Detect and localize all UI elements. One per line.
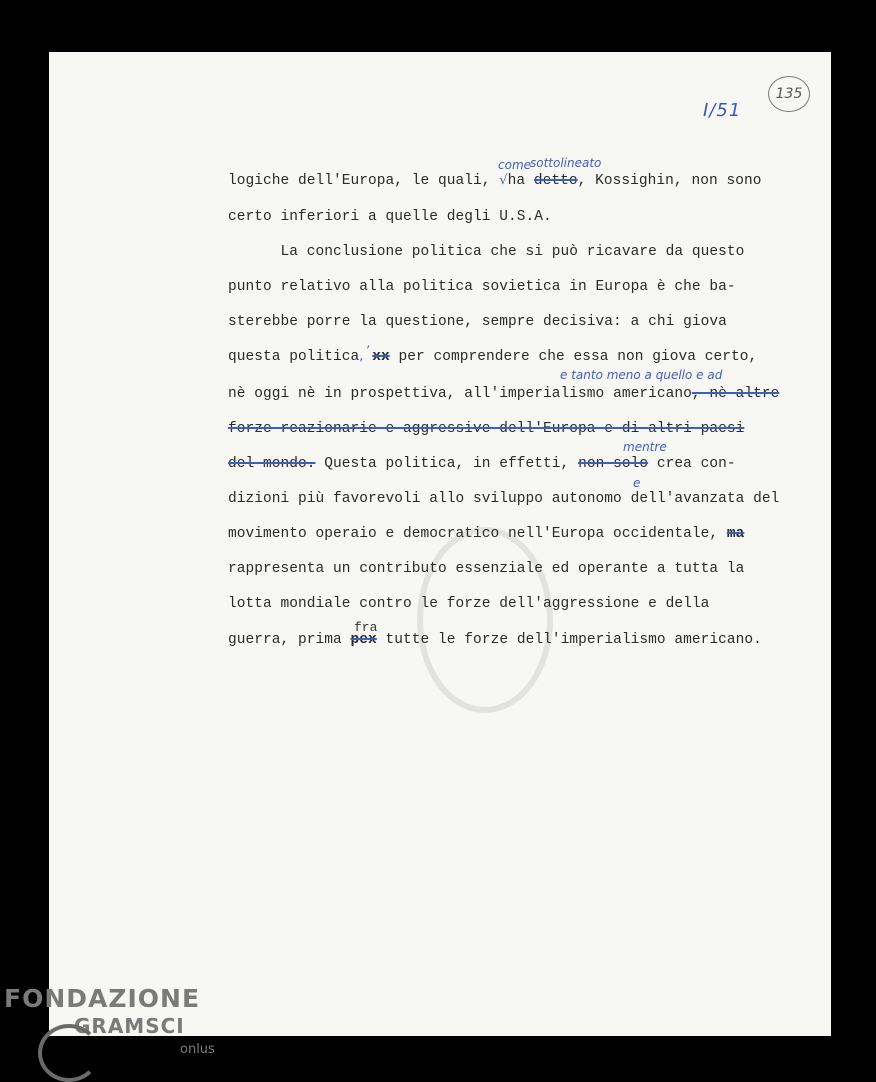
text-line-12: rappresenta un contributo essenziale ed operante a tutta la [228, 561, 745, 577]
text-line-8: forze reazionarie e aggressive dell'Europa e di altri paesi [228, 421, 745, 437]
handwritten-virgola: , [367, 336, 371, 350]
handwritten-e: e [633, 476, 641, 490]
folio-number: I/51 [703, 100, 742, 121]
text-line-2: certo inferiori a quelle degli U.S.A. [228, 209, 552, 225]
text-line-5: sterebbe porre la questione, sempre decisiva: a chi giova [228, 314, 727, 330]
handwritten-mentre: mentre [623, 440, 667, 454]
watermark [410, 520, 560, 720]
archive-stamp: 135 [768, 76, 810, 112]
text-line-14: guerra, prima pex tutte le forze dell'imperialismo americano. [228, 632, 762, 648]
handwritten-sottolineato: sottolineato [530, 156, 602, 170]
text-line-11: movimento operaio e democratico nell'Europa occidentale, ma [228, 526, 745, 542]
text-line-1: logiche dell'Europa, le quali, √ha detto, Kossighin, non sono [228, 173, 762, 189]
text-line-13: lotta mondiale contro le forze dell'aggressione e della [228, 596, 710, 612]
typed-insertion-fra: fra [354, 620, 378, 635]
text-line-3: La conclusione politica che si può ricavare da questo [228, 244, 745, 260]
handwritten-tanto-meno: e tanto meno a quello e ad [560, 368, 723, 382]
handwritten-come: come [498, 158, 532, 172]
text-line-10: dizioni più favorevoli allo sviluppo autonomo dell'avanzata del [228, 491, 780, 507]
text-line-7: nè oggi nè in prospettiva, all'imperialismo americano, nè altre [228, 386, 780, 402]
text-line-9: del mondo. Questa politica, in effetti, non solo crea con- [228, 456, 736, 472]
fondazione-gramsci-logo: FONDAZIONE GRAMSCI onlus [4, 984, 215, 1057]
logo-g-icon [38, 1024, 100, 1082]
text-line-4: punto relativo alla politica sovietica in Europa è che ba- [228, 279, 736, 295]
text-line-6: questa politica, xx per comprendere che essa non giova certo, [228, 349, 758, 365]
